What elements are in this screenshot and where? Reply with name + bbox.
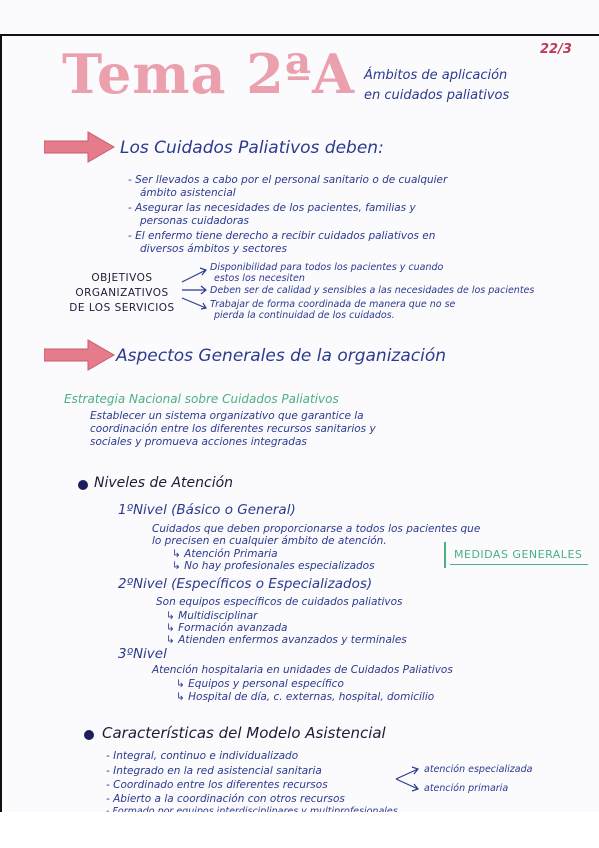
objectives-label: OBJETIVOS ORGANIZATIVOS DE LOS SERVICIOS: [69, 272, 175, 314]
page-border-left: [0, 34, 2, 814]
strategy-line: Establecer un sistema organizativo que garantice la: [90, 410, 364, 422]
caracteristica-item: - Integral, continuo e individualizado: [106, 750, 299, 762]
arrow-right-icon: [394, 764, 422, 794]
brace-item: atención especializada: [424, 764, 533, 775]
caracteristicas-title: Características del Modelo Asistencial: [102, 724, 386, 742]
objective-line: Trabajar de forma coordinada de manera que no se: [210, 299, 456, 310]
nivel3-item: ↳ Hospital de día, c. externas, hospital, domicilio: [176, 691, 435, 703]
nivel1-title: 1ºNivel (Básico o General): [118, 502, 296, 518]
page-margin-bottom: [0, 812, 599, 848]
strategy-line: coordinación entre los diferentes recursos sanitarios y: [90, 423, 376, 435]
niveles-title: Niveles de Atención: [94, 475, 234, 491]
bullet-line: - El enfermo tiene derecho a recibir cuidados paliativos en: [128, 230, 436, 242]
nivel2-text: Son equipos específicos de cuidados paliativos: [156, 596, 403, 608]
nivel2-item: ↳ Formación avanzada: [166, 622, 288, 634]
bullet-line: - Asegurar las necesidades de los pacientes, familias y: [128, 202, 416, 214]
subtitle-line-2: en cuidados paliativos: [364, 88, 510, 103]
nivel2-title: 2ºNivel (Específicos o Especializados): [118, 576, 373, 592]
page-number: 22/3: [540, 42, 572, 57]
nivel3-text: Atención hospitalaria en unidades de Cuidados Paliativos: [152, 664, 453, 676]
brace-item: atención primaria: [424, 783, 509, 794]
pink-arrow-icon: [44, 130, 116, 164]
nivel1-text: Cuidados que deben proporcionarse a todos los pacientes que: [152, 523, 481, 535]
section-title-aspectos: Aspectos Generales de la organización: [116, 346, 447, 366]
bullet-dot: [78, 480, 88, 490]
objective-line: Deben ser de calidad y sensibles a las necesidades de los pacientes: [210, 285, 535, 296]
bullet-line: diversos ámbitos y sectores: [140, 243, 287, 255]
bullet-dot: [84, 730, 94, 740]
caracteristica-item: - Coordinado entre los diferentes recursos: [106, 779, 328, 791]
caracteristica-item: - Abierto a la coordinación con otros recursos: [106, 793, 345, 805]
nivel2-item: ↳ Atienden enfermos avanzados y terminales: [166, 634, 407, 646]
page-border-top: [0, 34, 599, 36]
strategy-title: Estrategia Nacional sobre Cuidados Paliativos: [64, 392, 339, 406]
nivel1-text: lo precisen en cualquier ámbito de atención.: [152, 535, 387, 547]
nivel1-item: ↳ Atención Primaria: [172, 548, 278, 560]
caracteristica-item: - Integrado en la red asistencial sanitaria: [106, 765, 322, 777]
pink-arrow-icon: [44, 338, 116, 372]
nivel3-title: 3ºNivel: [118, 646, 167, 662]
nivel1-item: ↳ No hay profesionales especializados: [172, 560, 375, 572]
strategy-line: sociales y promueva acciones integradas: [90, 436, 307, 448]
page-title: Tema 2ªA: [62, 42, 356, 106]
nivel2-item: ↳ Multidisciplinar: [166, 610, 258, 622]
subtitle-line-1: Ámbitos de aplicación: [364, 68, 508, 83]
nivel3-item: ↳ Equipos y personal específico: [176, 678, 344, 690]
objective-line: estos los necesiten: [214, 273, 305, 284]
objective-line: Disponibilidad para todos los pacientes y cuando: [210, 262, 444, 273]
medidas-generales-tag: MEDIDAS GENERALES: [454, 548, 583, 561]
section-title-cuidados: Los Cuidados Paliativos deben:: [120, 138, 384, 158]
medidas-generales-box: [444, 542, 586, 568]
bullet-line: ámbito asistencial: [140, 187, 236, 199]
bullet-line: personas cuidadoras: [140, 215, 249, 227]
bullet-line: - Ser llevados a cabo por el personal sanitario o de cualquier: [128, 174, 448, 186]
objective-line: pierda la continuidad de los cuidados.: [214, 310, 395, 321]
arrow-right-icon: [180, 262, 210, 322]
